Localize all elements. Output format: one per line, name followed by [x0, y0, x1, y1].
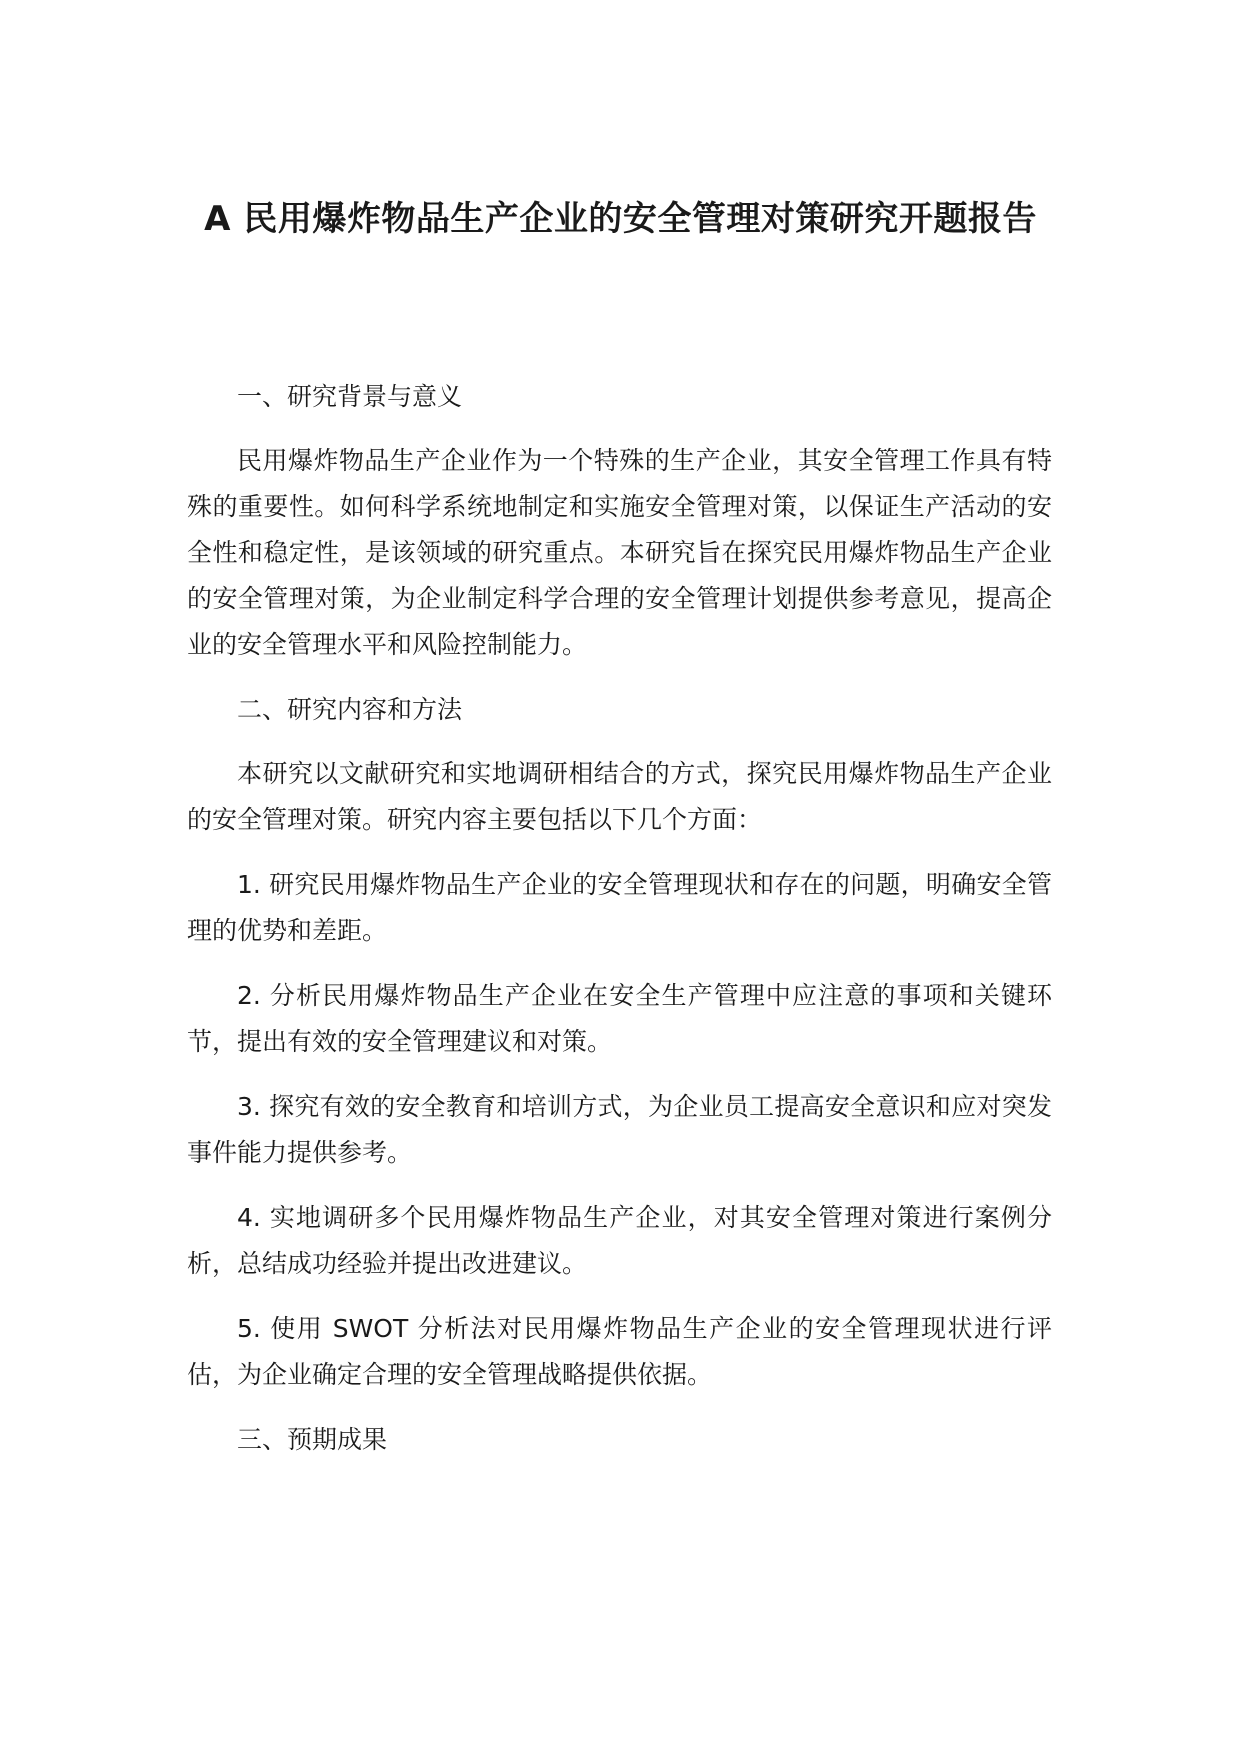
- section-heading: 三、预期成果: [237, 1425, 388, 1454]
- list-item: 5. 使用 SWOT 分析法对民用爆炸物品生产企业的安全管理现状进行评估，为企业确定合理的安全管理战略提供依据。: [187, 1314, 1052, 1389]
- list-item: 3. 探究有效的安全教育和培训方式，为企业员工提高安全意识和应对突发事件能力提供参考。: [187, 1092, 1052, 1167]
- list-item: 4. 实地调研多个民用爆炸物品生产企业，对其安全管理对策进行案例分析，总结成功经验并提出改进建议。: [187, 1203, 1052, 1278]
- document-body: [187, 374, 1052, 1481]
- list-item: 1. 研究民用爆炸物品生产企业的安全管理现状和存在的问题，明确安全管理的优势和差距。: [187, 870, 1052, 945]
- section-heading: 二、研究内容和方法: [237, 695, 463, 724]
- paragraph: 民用爆炸物品生产企业作为一个特殊的生产企业，其安全管理工作具有特殊的重要性。如何科学系统地制定和实施安全管理对策，以保证生产活动的安全性和稳定性，是该领域的研究重点。本研究旨在探究民用爆炸物品生产企业的安全管理对策，为企业制定科学合理的安全管理计划提供参考意见，提高企业的安全管理水平和风险控制能力。: [187, 446, 1052, 659]
- paragraph: 本研究以文献研究和实地调研相结合的方式，探究民用爆炸物品生产企业的安全管理对策。研究内容主要包括以下几个方面：: [187, 759, 1052, 834]
- document-title: A 民用爆炸物品生产企业的安全管理对策研究开题报告: [204, 199, 1037, 239]
- section-heading: 一、研究背景与意义: [237, 382, 463, 411]
- list-item: 2. 分析民用爆炸物品生产企业在安全生产管理中应注意的事项和关键环节，提出有效的安全管理建议和对策。: [187, 981, 1052, 1056]
